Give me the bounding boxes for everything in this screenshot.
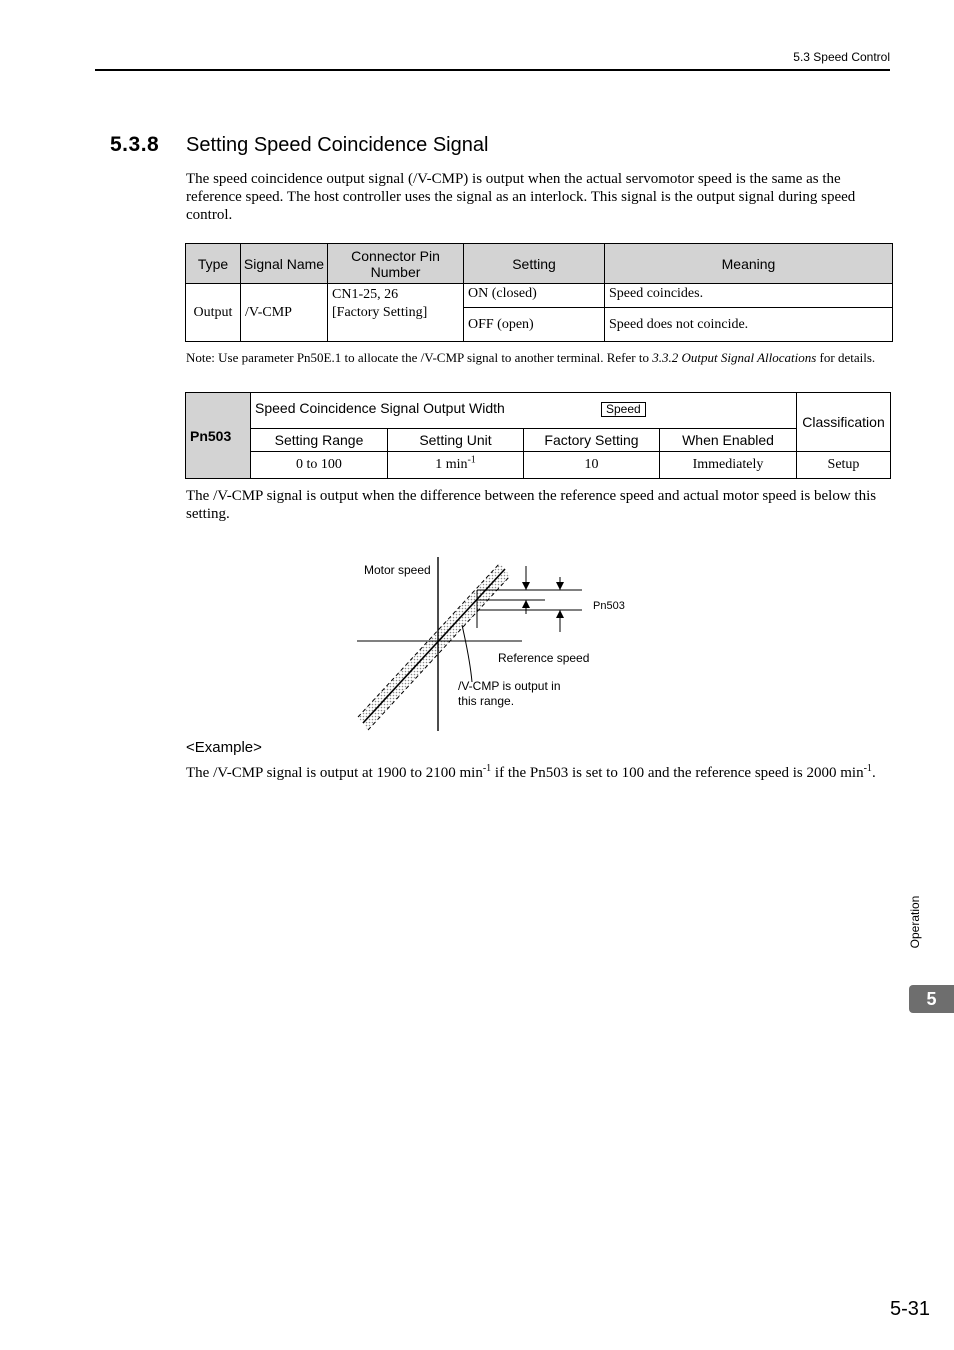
header-setting-unit: Setting Unit	[388, 429, 524, 452]
note-text: Use parameter Pn50E.1 to allocate the /V-CMP signal to another terminal. Refer to	[218, 350, 653, 365]
table-header-row	[186, 244, 893, 284]
header-when-enabled: When Enabled	[660, 429, 797, 452]
y-axis-label: Motor speed	[364, 563, 431, 577]
parameter-number: Pn503	[186, 393, 251, 479]
speed-mode-tag: Speed	[601, 402, 646, 417]
range-pointer	[462, 625, 472, 682]
arrow-head	[522, 600, 530, 608]
table-row	[186, 452, 891, 479]
setting-cell: ON (closed)	[464, 284, 605, 308]
signal-table	[185, 243, 893, 342]
header-setting: Setting	[464, 244, 605, 284]
chapter-side-label: Operation	[908, 895, 922, 949]
note-prefix: Note:	[186, 350, 215, 365]
range-label-line2: this range.	[458, 694, 515, 708]
factory-setting-value: 10	[524, 452, 660, 479]
header-meaning: Meaning	[605, 244, 893, 284]
intro-paragraph: The speed coincidence output signal (/V-CMP) is output when the actual servomotor speed is the same as the reference speed. The host controller uses the signal as an interlock. This signal is the output signal during speed control.	[186, 171, 856, 223]
range-label-line1: /V-CMP is output in	[458, 679, 561, 693]
note	[186, 349, 890, 366]
x-axis-label: Reference speed	[498, 651, 590, 665]
meaning-cell: Speed does not coincide.	[605, 308, 893, 342]
example-paragraph: The /V-CMP signal is output at 1900 to 2100 $\min^{-1}$ if the Pn503 is set to 100 and the reference speed is 2000 $\min^{-1}$.	[186, 763, 876, 781]
signal-name-cell: /V-CMP	[241, 284, 328, 342]
description-paragraph: The /V-CMP signal is output when the difference between the reference speed and actual motor speed is below this setting.	[186, 488, 877, 522]
section-title: Setting Speed Coincidence Signal	[186, 134, 489, 156]
when-enabled-value: Immediately	[660, 452, 797, 479]
section-number: 5.3.8	[110, 133, 160, 156]
table-row	[186, 393, 891, 429]
pn503-label: Pn503	[593, 600, 625, 612]
arrow-head	[522, 582, 530, 590]
header-type: Type	[186, 244, 241, 284]
setting-range-value: 0 to 100	[251, 452, 388, 479]
table-row	[186, 284, 893, 308]
header-signal-name: Signal Name	[241, 244, 328, 284]
arrow-head	[556, 610, 564, 618]
note-suffix: for details.	[819, 350, 876, 365]
note-body	[186, 349, 890, 366]
example-label: <Example>	[186, 739, 262, 756]
meaning-cell: Speed coincides.	[605, 284, 893, 308]
header-rule	[95, 69, 890, 71]
header-setting-range: Setting Range	[251, 429, 388, 452]
table-row	[186, 429, 891, 452]
running-head: 5.3 Speed Control	[793, 50, 890, 64]
parameter-table	[185, 392, 891, 479]
speed-coincidence-diagram	[350, 550, 650, 740]
classification-value: Setup	[797, 452, 891, 479]
note-reference[interactable]: 3.3.2 Output Signal Allocations	[652, 350, 817, 365]
page-number: 5-31	[889, 1298, 930, 1320]
parameter-name: Speed Coincidence Signal Output Width	[255, 400, 505, 416]
setting-unit-value: 1 $\min^{-1}$	[388, 452, 524, 479]
connector-cell	[328, 284, 464, 342]
setting-cell: OFF (open)	[464, 308, 605, 342]
arrow-head	[556, 582, 564, 590]
chapter-tab[interactable]: 5	[909, 985, 954, 1013]
header-connector-pin: Connector Pin Number	[328, 244, 464, 284]
header-factory-setting: Factory Setting	[524, 429, 660, 452]
connector-factory-setting: [Factory Setting]	[332, 305, 428, 320]
connector-pins: CN1-25, 26	[332, 287, 399, 302]
classification-header: Classification	[797, 393, 891, 452]
parameter-name-cell	[251, 393, 797, 429]
type-cell: Output	[186, 284, 241, 342]
